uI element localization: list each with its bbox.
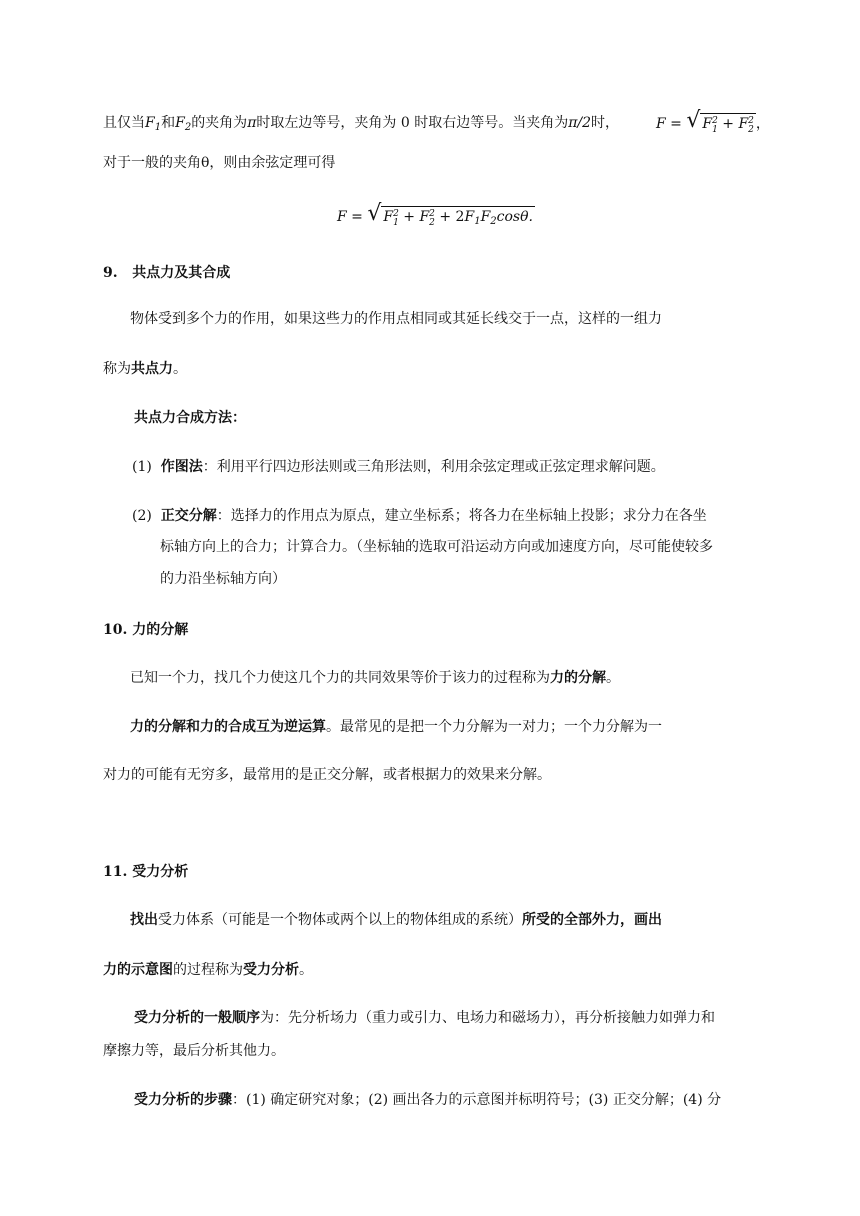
term-bold: 作图法	[160, 459, 203, 475]
section-11-heading	[103, 862, 188, 882]
text-run: ：(1) 确定研究对象；(2) 画出各力的示意图并标明符号；(3) 正交分解；(4) 分	[232, 1092, 722, 1108]
math-symbol: F	[480, 209, 491, 225]
text-run: 已知一个力，找几个力使这几个力的共同效果等价于该力的过程称为	[130, 670, 550, 686]
section-9-para-2	[103, 359, 187, 379]
math-subscript: 1	[154, 122, 162, 133]
term-bold: 力的示意图	[103, 962, 173, 978]
text-run: 为：先分析场力（重力或引力、电场力和磁场力），再分析接触力如弹力和	[260, 1010, 715, 1026]
section-9-heading	[103, 263, 230, 283]
math-supsub	[393, 210, 399, 228]
term-bold: 力的分解	[550, 670, 606, 686]
method-title: 共点力合成方法：	[134, 410, 246, 426]
text-run: 的夹角为	[191, 115, 248, 131]
math-subscript: 1	[393, 218, 399, 228]
section-11-para-2	[103, 960, 313, 980]
section-9-para-1: 物体受到多个力的作用，如果这些力的作用点相同或其延长线交于一点，这样的一组力	[130, 311, 662, 327]
section-number: 9.	[103, 265, 118, 281]
text-run: 时，	[591, 115, 620, 131]
text-run: 时取左边等号，夹角为	[256, 115, 397, 131]
math-symbol: F	[383, 209, 394, 225]
math-superscript: 2	[393, 209, 399, 219]
section-10-para-1	[130, 668, 620, 688]
text-run: 时取右边等号。当夹角为	[414, 115, 569, 131]
section-11-para-1	[130, 910, 662, 930]
text-run: 且仅当	[103, 115, 145, 131]
math-supsub	[712, 117, 718, 135]
term-bold: 力的分解和力的合成互为逆运算	[130, 719, 326, 735]
section-11-para-4: 摩擦力等，最后分析其他力。	[103, 1043, 285, 1059]
section-title: 受力分析	[132, 864, 189, 880]
list-item-2-cont-2: 的力沿坐标轴方向）	[160, 571, 286, 587]
math-operator: =	[351, 209, 363, 225]
term-bold: 共点力	[131, 361, 173, 377]
section-number: 10.	[103, 622, 128, 638]
term-bold: 正交分解	[160, 508, 217, 524]
sqrt-expression	[367, 201, 535, 232]
section-11-para-5	[134, 1090, 721, 1110]
math-superscript: 2	[712, 116, 718, 126]
text-run: 称为	[103, 361, 131, 377]
math-subscript: 1	[474, 216, 481, 227]
section-10-para-3: 对力的可能有无穷多，最常用的是正交分解，或者根据力的效果来分解。	[103, 767, 551, 783]
display-formula	[337, 201, 535, 232]
list-item-2-cont-1: 标轴方向上的合力；计算合力。（坐标轴的选取可沿运动方向或加速度方向，尽可能使较多	[160, 539, 713, 555]
text-run: 。最常见的是把一个力分解为一对力；一个力分解为一	[326, 719, 662, 735]
section-10-para-2	[130, 717, 662, 737]
math-operator: +	[722, 116, 734, 132]
math-subscript: 1	[712, 125, 718, 135]
section-number: 11.	[103, 864, 128, 880]
section-title: 共点力及其合成	[132, 265, 231, 281]
text-run: 受力体系（可能是一个物体或两个以上的物体组成的系统）	[158, 912, 522, 928]
math-operator: +	[403, 209, 415, 225]
text-run: ：利用平行四边形法则或三角形法则，利用余弦定理或正弦定理求解问题。	[202, 459, 665, 475]
math-operator: =	[670, 116, 682, 132]
term-bold: 所受的全部外力，画出	[522, 912, 662, 928]
section-title: 力的分解	[132, 622, 189, 638]
text-run: 的过程称为	[173, 962, 243, 978]
math-supsub	[429, 210, 435, 228]
text-run: ，	[755, 116, 770, 132]
term-bold: 受力分析	[243, 962, 299, 978]
list-number: (1)	[132, 459, 152, 475]
list-item-2	[132, 506, 707, 526]
math-subscript: 2	[429, 218, 435, 228]
text-run: 。	[173, 361, 187, 377]
term-bold: 找出	[130, 912, 158, 928]
text-run: 0	[400, 115, 410, 131]
math-number: 2	[455, 209, 465, 225]
list-number: (2)	[132, 508, 152, 524]
math-symbol: π	[247, 115, 257, 131]
math-operator: +	[439, 209, 452, 225]
math-subscript: 2	[184, 122, 192, 133]
term-bold: 受力分析的一般顺序	[134, 1010, 260, 1026]
text-run: ：选择力的作用点为原点，建立坐标系；将各力在坐标轴上投影；求分力在各坐	[216, 508, 707, 524]
math-subscript: 2	[748, 125, 754, 135]
math-symbol: F	[175, 115, 185, 131]
section-11-para-3	[134, 1008, 715, 1028]
sqrt-expression	[686, 108, 756, 135]
math-symbol: F	[464, 209, 475, 225]
math-symbol: F	[419, 209, 430, 225]
math-superscript: 2	[748, 116, 754, 126]
list-item-1	[132, 457, 665, 477]
math-symbol: F	[337, 209, 347, 225]
text-run: 和	[161, 115, 176, 131]
math-symbol: F	[738, 116, 749, 132]
text-run: 。	[299, 962, 313, 978]
math-expression: π/2	[568, 115, 592, 131]
intro-line-2: 对于一般的夹角θ，则由余弦定理可得	[103, 155, 336, 171]
math-symbol: F	[702, 116, 713, 132]
math-supsub	[748, 117, 754, 135]
radical-sign-icon: √	[367, 201, 382, 226]
intro-line-1	[103, 113, 619, 138]
math-expression: cosθ.	[496, 209, 533, 225]
radical-sign-icon: √	[686, 108, 701, 133]
math-symbol: F	[145, 115, 155, 131]
math-subscript: 2	[490, 216, 497, 227]
math-symbol: F	[656, 116, 666, 132]
section-10-heading	[103, 620, 188, 640]
term-bold: 受力分析的步骤	[134, 1092, 232, 1108]
text-run: 。	[606, 670, 620, 686]
math-superscript: 2	[429, 209, 435, 219]
inline-formula	[656, 108, 770, 135]
